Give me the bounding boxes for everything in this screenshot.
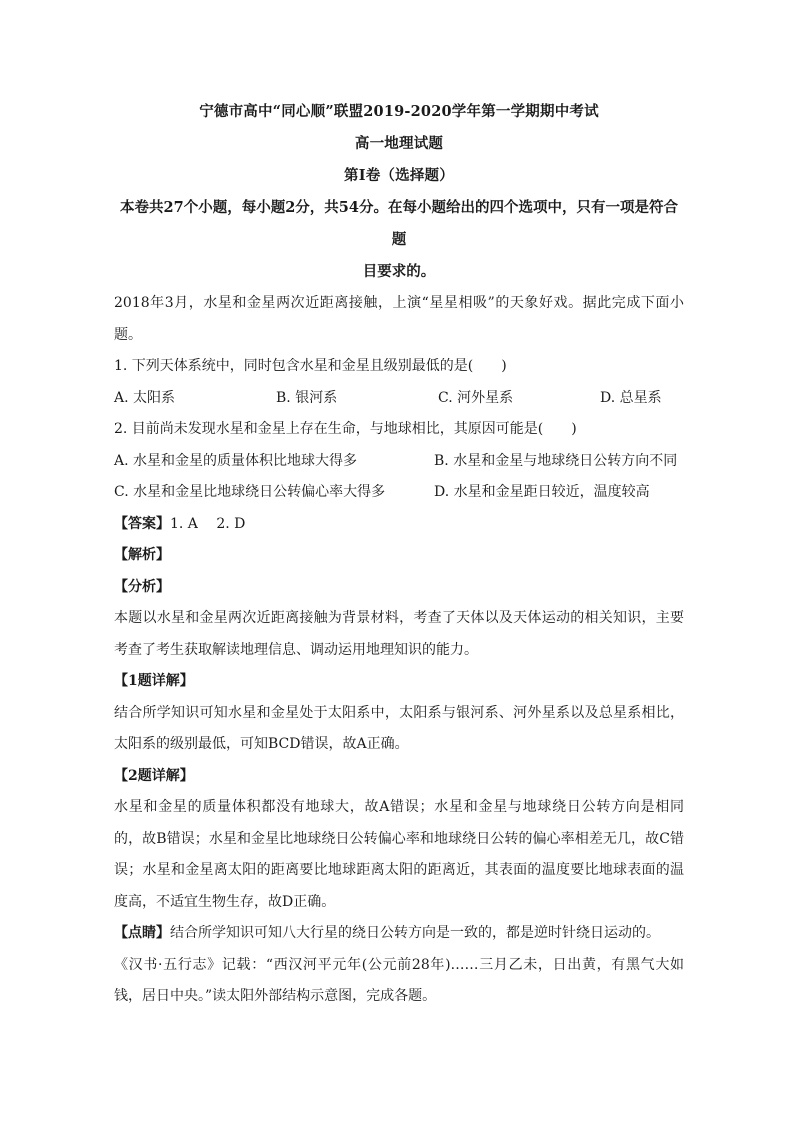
q2-option-b: B. 水星和金星与地球绕日公转方向不同 xyxy=(434,452,678,469)
exam-title: 宁德市高中“同心顺”联盟2019-2020学年第一学期期中考试 xyxy=(199,103,599,120)
instruction-line-2: 目要求的。 xyxy=(362,263,436,280)
question-2-options-row-2 xyxy=(114,477,684,509)
answer-tag: 【答案】 xyxy=(114,515,170,532)
tip-text: 结合所学知识可知八大行星的绕日公转方向是一致的，都是逆时针绕日运动的。 xyxy=(170,925,660,941)
tip-tag: 【点睛】 xyxy=(114,925,170,941)
q1-option-a: A. 太阳系 xyxy=(114,389,176,406)
q1-option-d: D. 总星系 xyxy=(600,389,662,406)
section-heading: 第Ⅰ卷（选择题） xyxy=(344,167,454,184)
instruction-line-1: 本卷共27个小题，每小题2分，共54分。在每小题给出的四个选项中，只有一项是符合题 xyxy=(120,199,678,248)
intro-passage-1: 2018年3月，水星和金星两次近距离接触，上演“星星相吸”的天象好戏。据此完成下面小题。 xyxy=(114,295,684,343)
exam-subject: 高一地理试题 xyxy=(354,135,444,152)
fenxi-tag: 【分析】 xyxy=(114,578,170,595)
question-2-options-row-1 xyxy=(114,446,684,478)
detail-1-tag: 【1题详解】 xyxy=(114,673,194,689)
q1-option-c: C. 河外星系 xyxy=(438,389,514,406)
document-page xyxy=(114,96,684,1013)
q2-option-c: C. 水星和金星比地球绕日公转偏心率大得多 xyxy=(114,484,386,500)
detail-2-tag: 【2题详解】 xyxy=(114,767,194,784)
question-1-stem: 1. 下列天体系统中，同时包含水星和金星且级别最低的是( ) xyxy=(114,358,507,374)
question-1-options xyxy=(114,383,684,415)
intro-passage-2: 《汉书·五行志》记载：“西汉河平元年(公元前28年)……三月乙未，日出黄，有黑气大如钱，居日中央。”读太阳外部结构示意图，完成各题。 xyxy=(114,956,684,1004)
fenxi-text: 本题以水星和金星两次近距离接触为背景材料，考查了天体以及天体运动的相关知识，主要考查了考生获取解读地理信息、调动运用地理知识的能力。 xyxy=(114,610,684,658)
q2-option-d: D. 水星和金星距日较近，温度较高 xyxy=(434,484,650,500)
tip-line xyxy=(114,918,684,950)
q1-option-b: B. 银河系 xyxy=(276,389,338,406)
answer-line xyxy=(114,509,684,541)
answer-text: 1. A 2. D xyxy=(170,515,246,532)
analysis-tag: 【解析】 xyxy=(114,547,170,563)
q2-option-a: A. 水星和金星的质量体积比地球大得多 xyxy=(114,452,358,469)
detail-2-text: 水星和金星的质量体积都没有地球大，故A错误；水星和金星与地球绕日公转方向是相同的，故B错误；水星和金星比地球绕日公转偏心率和地球绕日公转的偏心率相差无几，故C错误；水星和金星离太阳的距离要比地球距离太阳的距离近，其表面的温度要比地球表面的温度高，不适宜生物生存，故D正确。 xyxy=(114,799,684,910)
question-2-stem: 2. 目前尚未发现水星和金星上存在生命，与地球相比，其原因可能是( ) xyxy=(114,421,577,437)
detail-1-text: 结合所学知识可知水星和金星处于太阳系中，太阳系与银河系、河外星系以及总星系相比，太阳系的级别最低，可知BCD错误，故A正确。 xyxy=(114,704,684,752)
